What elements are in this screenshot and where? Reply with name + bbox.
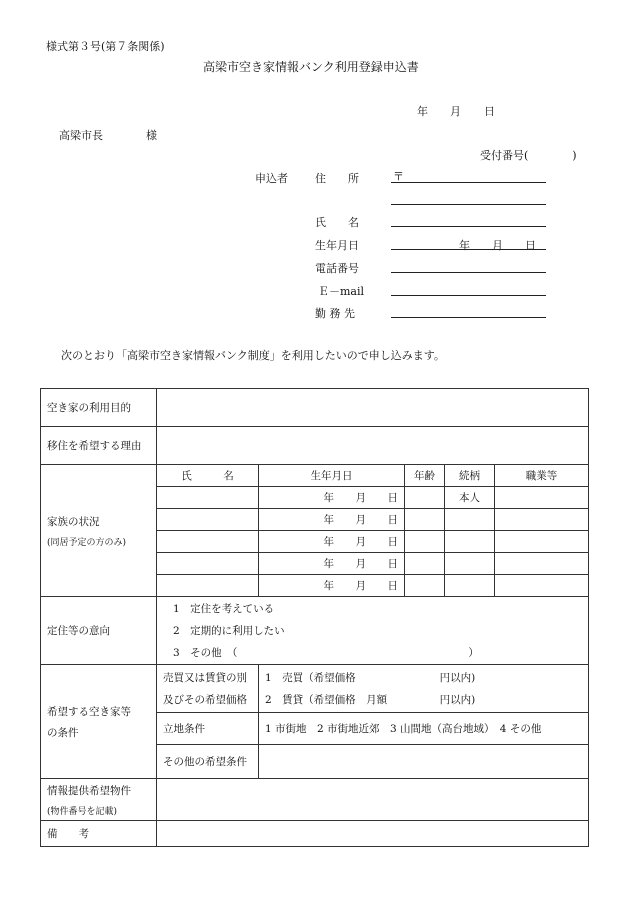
- reason-label: 移住を希望する理由: [41, 427, 157, 465]
- reason-field[interactable]: [157, 427, 589, 465]
- application-table: [40, 388, 589, 847]
- day-label: 日: [387, 580, 398, 592]
- address-label: 住 所: [315, 172, 359, 185]
- info-label-cell: [41, 779, 157, 821]
- date-year-label: 年: [417, 105, 428, 118]
- addressee: 高梁市長: [59, 129, 103, 142]
- conditions-label-1: 希望する空き家等: [47, 705, 131, 718]
- trade-label-cell: [157, 665, 259, 713]
- header-birthdate: 生年月日: [259, 465, 405, 487]
- location-options[interactable]: 1 市街地 2 市街地近郊 3 山間地（高台地域） 4 その他: [259, 713, 589, 745]
- family-birthdate-field[interactable]: [259, 553, 405, 575]
- location-label: 立地条件: [157, 713, 259, 745]
- year-label: 年: [323, 514, 334, 526]
- trade-label-2: 及びその希望価格: [163, 693, 247, 706]
- family-relation-field[interactable]: [445, 509, 495, 531]
- purpose-label: 空き家の利用目的: [41, 389, 157, 427]
- day-label: 日: [387, 514, 398, 526]
- postal-mark: 〒: [393, 170, 404, 183]
- name-label: 氏 名: [315, 216, 359, 229]
- day-label: 日: [387, 558, 398, 570]
- family-name-field[interactable]: [157, 531, 259, 553]
- family-name-field[interactable]: [157, 575, 259, 597]
- other-conditions-field[interactable]: [259, 745, 589, 779]
- applicant-label: 申込者: [255, 172, 288, 185]
- date-month-label: 月: [450, 105, 461, 118]
- email-label: Ｅ－mail: [318, 285, 365, 298]
- header-relation: 続柄: [445, 465, 495, 487]
- purpose-row: [41, 389, 589, 427]
- birthdate-line[interactable]: [391, 249, 546, 250]
- month-label: 月: [355, 492, 366, 504]
- address-line-2[interactable]: [391, 204, 546, 205]
- birthdate-label: 生年月日: [315, 239, 359, 252]
- year-label: 年: [323, 492, 334, 504]
- family-age-field[interactable]: [405, 487, 445, 509]
- family-sublabel: (同居予定の方のみ): [47, 537, 127, 548]
- info-field[interactable]: [157, 779, 589, 821]
- phone-label: 電話番号: [315, 262, 359, 275]
- conditions-label-2: の条件: [47, 726, 79, 739]
- date-day-label: 日: [484, 105, 495, 118]
- settle-option-2[interactable]: 2 定期的に利用したい: [173, 624, 285, 637]
- workplace-line[interactable]: [391, 317, 546, 318]
- trade-label-1: 売買又は賃貸の別: [163, 671, 247, 684]
- receipt-number: 受付番号( ): [480, 149, 577, 162]
- family-birthdate-field[interactable]: [259, 575, 405, 597]
- family-birthdate-field[interactable]: [259, 531, 405, 553]
- family-occupation-field[interactable]: [495, 553, 589, 575]
- settle-option-1[interactable]: 1 定住を考えている: [173, 602, 275, 615]
- family-label-cell: [41, 465, 157, 597]
- header-name: 氏 名: [157, 465, 259, 487]
- month-label: 月: [355, 536, 366, 548]
- workplace-label: 勤 務 先: [315, 307, 355, 320]
- remarks-row: [41, 821, 589, 847]
- trade-row: [41, 665, 589, 713]
- honorific: 様: [146, 129, 157, 142]
- family-name-field[interactable]: [157, 487, 259, 509]
- settle-label: 定住等の意向: [41, 597, 157, 665]
- family-occupation-field[interactable]: [495, 575, 589, 597]
- trade-option-sale[interactable]: 1 売買（希望価格 円以内): [265, 671, 476, 684]
- trade-options: [259, 665, 589, 713]
- birth-year-label: 年: [459, 239, 470, 252]
- intro-text: 次のとおり「高梁市空き家情報バンク制度」を利用したいので申し込みます。: [61, 349, 445, 362]
- purpose-field[interactable]: [157, 389, 589, 427]
- family-age-field[interactable]: [405, 531, 445, 553]
- month-label: 月: [355, 558, 366, 570]
- info-label: 情報提供希望物件: [47, 784, 131, 797]
- settle-option-3[interactable]: 3 その他 （ ）: [173, 646, 479, 659]
- family-label: 家族の状況: [47, 515, 100, 528]
- birth-month-label: 月: [492, 239, 503, 252]
- info-sublabel: (物件番号を記載): [47, 806, 118, 817]
- family-relation-field[interactable]: [445, 531, 495, 553]
- year-label: 年: [323, 536, 334, 548]
- family-relation-field[interactable]: [445, 553, 495, 575]
- other-conditions-label: その他の希望条件: [157, 745, 259, 779]
- remarks-field[interactable]: [157, 821, 589, 847]
- family-birthdate-field[interactable]: [259, 487, 405, 509]
- day-label: 日: [387, 536, 398, 548]
- phone-line[interactable]: [391, 272, 546, 273]
- year-label: 年: [323, 558, 334, 570]
- email-line[interactable]: [391, 295, 546, 296]
- month-label: 月: [355, 514, 366, 526]
- birth-day-label: 日: [525, 239, 536, 252]
- family-header-row: [41, 465, 589, 487]
- family-age-field[interactable]: [405, 575, 445, 597]
- form-number: 様式第３号(第７条関係): [46, 40, 165, 53]
- info-row: [41, 779, 589, 821]
- family-birthdate-field[interactable]: [259, 509, 405, 531]
- month-label: 月: [355, 580, 366, 592]
- family-age-field[interactable]: [405, 553, 445, 575]
- family-occupation-field[interactable]: [495, 509, 589, 531]
- header-occupation: 職業等: [495, 465, 589, 487]
- family-name-field[interactable]: [157, 509, 259, 531]
- family-relation-field[interactable]: 本人: [445, 487, 495, 509]
- settle-row: [41, 597, 589, 665]
- remarks-label: 備 考: [41, 821, 157, 847]
- family-occupation-field[interactable]: [495, 487, 589, 509]
- family-relation-field[interactable]: [445, 575, 495, 597]
- address-line-1[interactable]: [391, 182, 546, 183]
- form-title: 高梁市空き家情報バンク利用登録申込書: [203, 60, 419, 74]
- reason-row: [41, 427, 589, 465]
- family-occupation-field[interactable]: [495, 531, 589, 553]
- family-age-field[interactable]: [405, 509, 445, 531]
- conditions-label-cell: [41, 665, 157, 779]
- family-name-field[interactable]: [157, 553, 259, 575]
- header-age: 年齢: [405, 465, 445, 487]
- name-line[interactable]: [391, 226, 546, 227]
- day-label: 日: [387, 492, 398, 504]
- year-label: 年: [323, 580, 334, 592]
- trade-option-rent[interactable]: 2 賃貸（希望価格 月額 円以内): [265, 693, 476, 706]
- settle-options: [157, 597, 589, 665]
